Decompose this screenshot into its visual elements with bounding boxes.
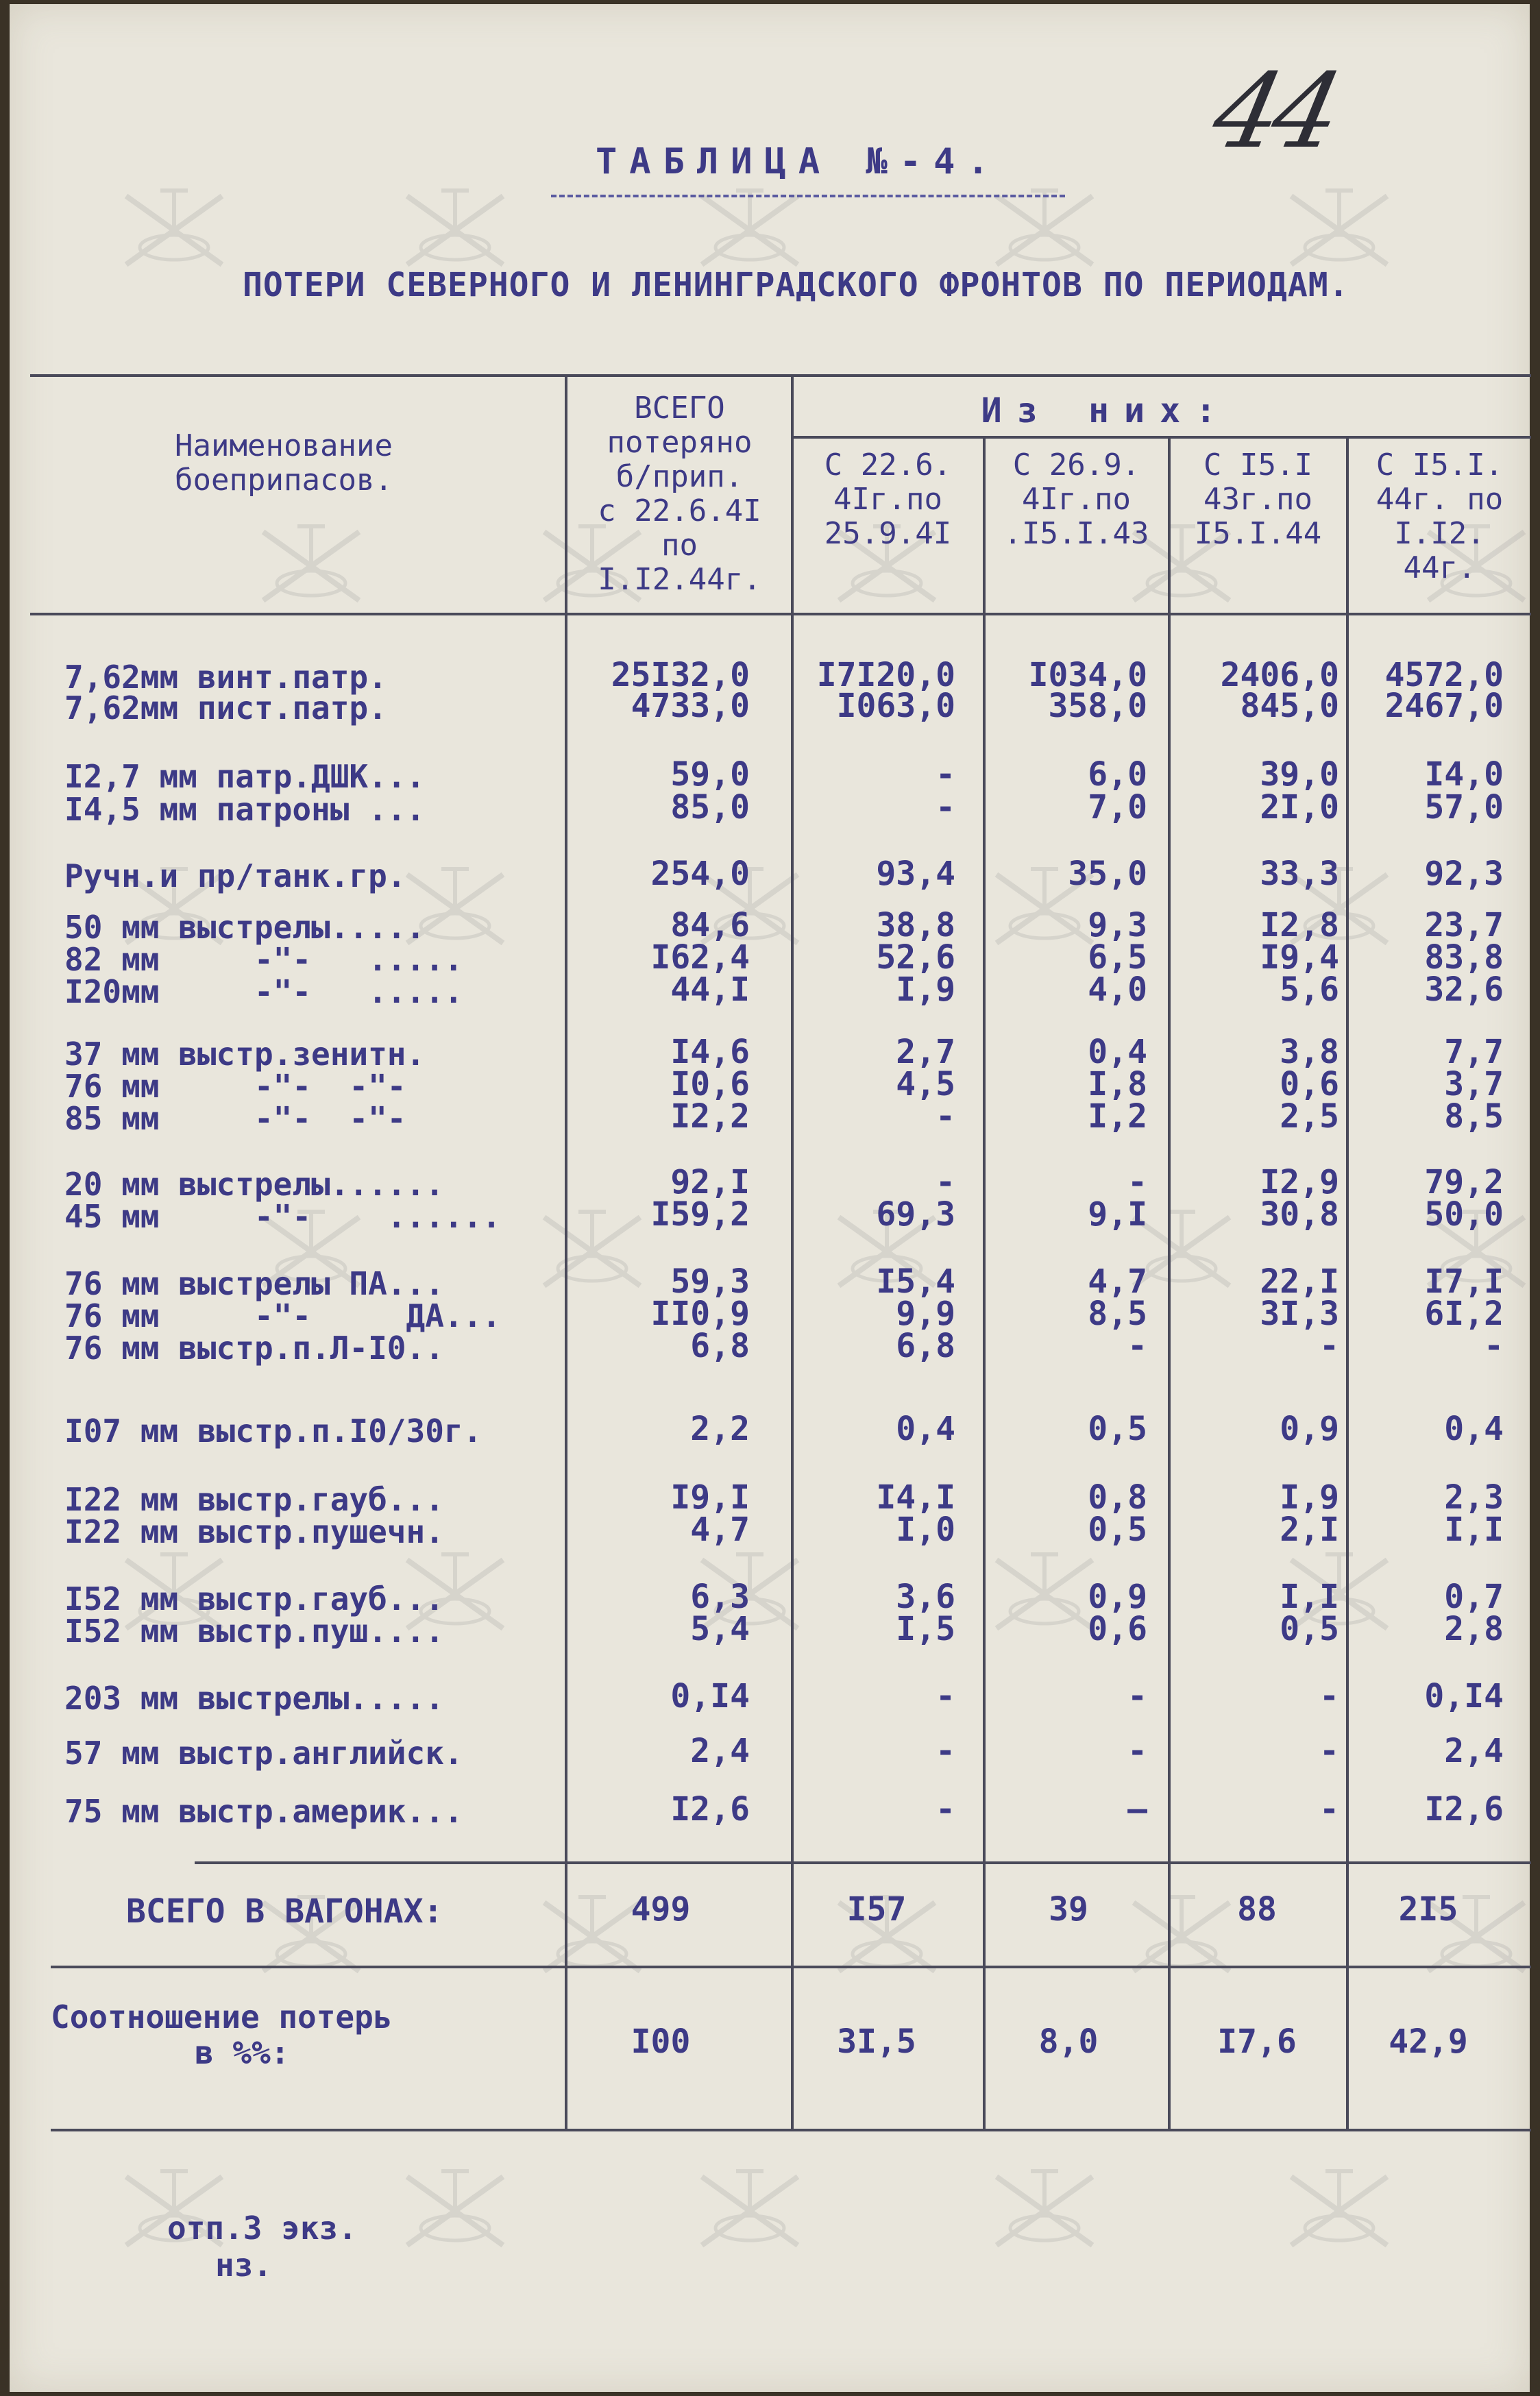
row-total-value: I59,2 bbox=[650, 1195, 750, 1234]
col-divider-4 bbox=[1168, 436, 1171, 2129]
row-period-4-value: 57,0 bbox=[1424, 788, 1504, 827]
row-period-3-value: 0,5 bbox=[1280, 1610, 1339, 1648]
row-label: I22 мм выстр.пушечн. bbox=[64, 1513, 444, 1550]
row-period-3-value: 3,8 bbox=[1280, 1033, 1339, 1071]
row-period-4-value: I7,I bbox=[1424, 1262, 1504, 1301]
row-period-2-value: - bbox=[1127, 1677, 1147, 1715]
row-period-1-value: 52,6 bbox=[876, 938, 955, 977]
row-period-3-value: 0,6 bbox=[1280, 1065, 1339, 1103]
ratio-value-period-4: 42,9 bbox=[1389, 2022, 1468, 2061]
row-period-1-value: - bbox=[936, 1097, 955, 1136]
row-period-4-value: 2,3 bbox=[1444, 1478, 1504, 1517]
row-period-1-value: 4,5 bbox=[896, 1065, 955, 1103]
row-period-2-value: 0,8 bbox=[1088, 1478, 1147, 1517]
row-total-value: 4733,0 bbox=[631, 687, 750, 725]
row-label: 50 мм выстрелы..... bbox=[64, 909, 426, 946]
header-period-2: С 26.9. 4Iг.по .I5.I.43 bbox=[1003, 448, 1149, 551]
row-period-3-value: I,I bbox=[1280, 1578, 1339, 1616]
watermark-emblem-icon bbox=[393, 182, 517, 278]
row-period-2-value: 4,0 bbox=[1088, 970, 1147, 1009]
row-period-1-value: I,5 bbox=[896, 1610, 955, 1648]
row-total-value: I9,I bbox=[670, 1478, 750, 1517]
row-total-value: 4,7 bbox=[690, 1511, 750, 1549]
row-period-1-value: - bbox=[936, 1163, 955, 1201]
row-period-2-value: I,8 bbox=[1088, 1065, 1147, 1103]
watermark-emblem-icon bbox=[393, 2163, 517, 2259]
row-period-3-value: I2,8 bbox=[1260, 906, 1339, 944]
row-period-2-value: 0,9 bbox=[1088, 1578, 1147, 1616]
row-period-2-value: 4,7 bbox=[1088, 1262, 1147, 1301]
row-period-1-value: - bbox=[936, 788, 955, 827]
row-total-value: I62,4 bbox=[650, 938, 750, 977]
row-period-3-value: - bbox=[1319, 1732, 1339, 1770]
row-period-2-value: 7,0 bbox=[1088, 788, 1147, 827]
row-label: I22 мм выстр.гауб... bbox=[64, 1481, 444, 1518]
row-period-3-value: 30,8 bbox=[1260, 1195, 1339, 1234]
row-label: Ручн.и пр/танк.гр. bbox=[64, 857, 406, 894]
row-period-4-value: I4,0 bbox=[1424, 755, 1504, 794]
row-period-3-value: I9,4 bbox=[1260, 938, 1339, 977]
row-label: 37 мм выстр.зенитн. bbox=[64, 1036, 426, 1073]
ratio-value-period-1: 3I,5 bbox=[837, 2022, 916, 2061]
row-period-1-value: I4,I bbox=[876, 1478, 955, 1517]
row-total-value: I4,6 bbox=[670, 1033, 750, 1071]
header-period-1: С 22.6. 4Iг.по 25.9.4I bbox=[824, 448, 952, 551]
row-period-2-value: 9,3 bbox=[1088, 906, 1147, 944]
row-total-value: 0,I4 bbox=[670, 1677, 750, 1715]
row-total-value: 44,I bbox=[670, 970, 750, 1009]
row-total-value: 254,0 bbox=[650, 855, 750, 893]
watermark-emblem-icon bbox=[688, 2163, 811, 2259]
row-total-value: 59,0 bbox=[670, 755, 750, 794]
row-period-4-value: - bbox=[1484, 1327, 1504, 1365]
row-total-value: 5,4 bbox=[690, 1610, 750, 1648]
header-of-them: Из них: bbox=[981, 391, 1232, 430]
row-period-2-value: 358,0 bbox=[1048, 687, 1147, 725]
row-period-2-value: I,2 bbox=[1088, 1097, 1147, 1136]
footer-initials: нз. bbox=[215, 2247, 273, 2284]
row-label: 57 мм выстр.английск. bbox=[64, 1735, 463, 1772]
ratio-value-all: I00 bbox=[631, 2022, 691, 2061]
row-period-1-value: - bbox=[936, 755, 955, 794]
header-bottom-rule bbox=[30, 613, 1531, 615]
total-value-period-4: 2I5 bbox=[1398, 1890, 1458, 1929]
row-period-1-value: I063,0 bbox=[836, 687, 955, 725]
row-label: 7,62мм пист.патр. bbox=[64, 689, 387, 726]
row-period-4-value: 23,7 bbox=[1424, 906, 1504, 944]
row-total-value: I2,6 bbox=[670, 1790, 750, 1829]
row-label: I07 мм выстр.п.I0/30г. bbox=[64, 1413, 482, 1450]
header-period-4: С I5.I. 44г. по I.I2. 44г. bbox=[1376, 448, 1504, 585]
row-period-1-value: 93,4 bbox=[876, 855, 955, 893]
table-subtitle: ПОТЕРИ СЕВЕРНОГО И ЛЕНИНГРАДСКОГО ФРОНТОВ ПО ПЕРИОДАМ. bbox=[243, 266, 1349, 304]
row-period-3-value: 2406,0 bbox=[1220, 656, 1339, 694]
row-period-4-value: 2,8 bbox=[1444, 1610, 1504, 1648]
row-period-4-value: 2467,0 bbox=[1384, 687, 1504, 725]
row-period-2-value: 6,5 bbox=[1088, 938, 1147, 977]
row-period-4-value: 8,5 bbox=[1444, 1097, 1504, 1136]
of-them-rule bbox=[791, 436, 1531, 439]
col-divider-5 bbox=[1346, 436, 1349, 2129]
row-total-value: 85,0 bbox=[670, 788, 750, 827]
row-total-value: I2,2 bbox=[670, 1097, 750, 1136]
row-label: 203 мм выстрелы..... bbox=[64, 1680, 444, 1717]
row-period-2-value: I034,0 bbox=[1028, 656, 1147, 694]
row-period-1-value: 38,8 bbox=[876, 906, 955, 944]
row-period-2-value: 9,I bbox=[1088, 1195, 1147, 1234]
row-total-value: I0,6 bbox=[670, 1065, 750, 1103]
row-period-3-value: 3I,3 bbox=[1260, 1295, 1339, 1333]
row-label: 20 мм выстрелы...... bbox=[64, 1166, 444, 1203]
watermark-emblem-icon bbox=[1278, 182, 1401, 278]
total-value-period-1: I57 bbox=[846, 1890, 907, 1929]
row-period-4-value: 3,7 bbox=[1444, 1065, 1504, 1103]
row-period-3-value: 2,5 bbox=[1280, 1097, 1339, 1136]
ratio-value-period-2: 8,0 bbox=[1038, 2022, 1099, 2061]
row-period-3-value: - bbox=[1319, 1677, 1339, 1715]
watermark-emblem-icon bbox=[249, 518, 373, 614]
row-period-2-value: — bbox=[1127, 1790, 1147, 1829]
row-label: I20мм -"- ..... bbox=[64, 973, 463, 1010]
row-period-1-value: - bbox=[936, 1732, 955, 1770]
row-period-4-value: 7,7 bbox=[1444, 1033, 1504, 1071]
row-period-3-value: I,9 bbox=[1280, 1478, 1339, 1517]
row-period-1-value: I,9 bbox=[896, 970, 955, 1009]
total-value-period-3: 88 bbox=[1237, 1890, 1277, 1929]
header-name-col: Наименование боеприпасов. bbox=[175, 428, 393, 498]
row-label: 82 мм -"- ..... bbox=[64, 941, 463, 978]
row-period-1-value: I,0 bbox=[896, 1511, 955, 1549]
row-period-2-value: - bbox=[1127, 1163, 1147, 1201]
row-period-2-value: 6,0 bbox=[1088, 755, 1147, 794]
watermark-emblem-icon bbox=[1278, 2163, 1401, 2259]
header-total-col: ВСЕГО потеряно б/прип. с 22.6.4I по I.I2.44г. bbox=[598, 391, 761, 597]
row-period-4-value: 83,8 bbox=[1424, 938, 1504, 977]
row-total-value: 84,6 bbox=[670, 906, 750, 944]
total-value-all: 499 bbox=[631, 1890, 691, 1929]
row-label: 75 мм выстр.америк... bbox=[64, 1793, 463, 1830]
row-period-2-value: - bbox=[1127, 1732, 1147, 1770]
row-label: 85 мм -"- -"- bbox=[64, 1100, 406, 1137]
row-total-value: 2,4 bbox=[690, 1732, 750, 1770]
row-label: 76 мм -"- ДА... bbox=[64, 1297, 501, 1334]
total-row-label: ВСЕГО В ВАГОНАХ: bbox=[126, 1892, 443, 1931]
row-period-4-value: 0,4 bbox=[1444, 1410, 1504, 1448]
row-label: I4,5 мм патроны ... bbox=[64, 791, 426, 828]
col-divider-3 bbox=[983, 436, 986, 2129]
row-period-4-value: 2,4 bbox=[1444, 1732, 1504, 1770]
row-period-2-value: 0,6 bbox=[1088, 1610, 1147, 1648]
row-period-4-value: 79,2 bbox=[1424, 1163, 1504, 1201]
row-period-3-value: 845,0 bbox=[1240, 687, 1339, 725]
row-period-3-value: 33,3 bbox=[1260, 855, 1339, 893]
row-period-4-value: 92,3 bbox=[1424, 855, 1504, 893]
watermark-emblem-icon bbox=[983, 2163, 1106, 2259]
row-total-value: II0,9 bbox=[650, 1295, 750, 1333]
row-period-2-value: 0,4 bbox=[1088, 1033, 1147, 1071]
row-period-1-value: - bbox=[936, 1790, 955, 1829]
row-period-3-value: 39,0 bbox=[1260, 755, 1339, 794]
row-period-3-value: I2,9 bbox=[1260, 1163, 1339, 1201]
watermark-emblem-icon bbox=[112, 182, 236, 278]
document-page bbox=[10, 4, 1530, 2392]
page-number: 44 bbox=[1203, 52, 1346, 171]
row-label: 76 мм выстрелы ПА... bbox=[64, 1265, 444, 1302]
row-period-3-value: 2,I bbox=[1280, 1511, 1339, 1549]
row-period-2-value: 0,5 bbox=[1088, 1410, 1147, 1448]
row-period-3-value: 0,9 bbox=[1280, 1410, 1339, 1448]
row-label: 7,62мм винт.патр. bbox=[64, 659, 387, 696]
row-total-value: 59,3 bbox=[670, 1262, 750, 1301]
row-total-value: 6,8 bbox=[690, 1327, 750, 1365]
row-period-3-value: - bbox=[1319, 1327, 1339, 1365]
col-divider-2 bbox=[791, 374, 794, 2129]
row-period-1-value: I7I20,0 bbox=[816, 656, 955, 694]
row-period-3-value: 5,6 bbox=[1280, 970, 1339, 1009]
row-period-1-value: 6,8 bbox=[896, 1327, 955, 1365]
row-period-4-value: 0,7 bbox=[1444, 1578, 1504, 1616]
row-label: I52 мм выстр.гауб... bbox=[64, 1580, 444, 1617]
row-period-4-value: 4572,0 bbox=[1384, 656, 1504, 694]
row-period-1-value: 2,7 bbox=[896, 1033, 955, 1071]
row-period-4-value: 50,0 bbox=[1424, 1195, 1504, 1234]
ratio-row-label-2: в %%: bbox=[195, 2034, 290, 2071]
row-period-1-value: 69,3 bbox=[876, 1195, 955, 1234]
header-period-3: С I5.I 43г.по I5.I.44 bbox=[1194, 448, 1322, 551]
row-total-value: 25I32,0 bbox=[611, 656, 750, 694]
title-underline bbox=[551, 195, 1065, 197]
table-top-rule bbox=[30, 374, 1531, 377]
row-period-1-value: - bbox=[936, 1677, 955, 1715]
row-period-1-value: 9,9 bbox=[896, 1295, 955, 1333]
row-period-4-value: 0,I4 bbox=[1424, 1677, 1504, 1715]
row-total-value: 92,I bbox=[670, 1163, 750, 1201]
row-period-2-value: 8,5 bbox=[1088, 1295, 1147, 1333]
table-title: ТАБЛИЦА №-4. bbox=[596, 141, 1001, 182]
total-value-period-2: 39 bbox=[1049, 1890, 1088, 1929]
row-period-4-value: 6I,2 bbox=[1424, 1295, 1504, 1333]
ratio-row-label-1: Соотношение потерь bbox=[51, 1998, 393, 2036]
row-period-3-value: 22,I bbox=[1260, 1262, 1339, 1301]
row-period-1-value: I5,4 bbox=[876, 1262, 955, 1301]
row-period-3-value: 2I,0 bbox=[1260, 788, 1339, 827]
row-total-value: 6,3 bbox=[690, 1578, 750, 1616]
row-period-2-value: 35,0 bbox=[1068, 855, 1147, 893]
row-period-3-value: - bbox=[1319, 1790, 1339, 1829]
row-label: I52 мм выстр.пуш.... bbox=[64, 1613, 444, 1650]
row-period-1-value: 0,4 bbox=[896, 1410, 955, 1448]
row-total-value: 2,2 bbox=[690, 1410, 750, 1448]
row-period-2-value: 0,5 bbox=[1088, 1511, 1147, 1549]
row-period-4-value: 32,6 bbox=[1424, 970, 1504, 1009]
row-label: 45 мм -"- ...... bbox=[64, 1198, 501, 1235]
ratio-value-period-3: I7,6 bbox=[1217, 2022, 1297, 2061]
row-label: 76 мм выстр.п.Л-I0.. bbox=[64, 1330, 444, 1367]
row-period-1-value: 3,6 bbox=[896, 1578, 955, 1616]
table-bottom-rule bbox=[51, 2129, 1531, 2131]
col-divider-1 bbox=[565, 374, 567, 2129]
row-label: 76 мм -"- -"- bbox=[64, 1068, 406, 1105]
totals-top-rule bbox=[195, 1861, 1531, 1864]
row-period-2-value: - bbox=[1127, 1327, 1147, 1365]
row-period-4-value: I2,6 bbox=[1424, 1790, 1504, 1829]
row-label: I2,7 мм патр.ДШК... bbox=[64, 758, 426, 795]
footer-copies-note: отп.3 экз. bbox=[167, 2210, 357, 2247]
row-period-4-value: I,I bbox=[1444, 1511, 1504, 1549]
